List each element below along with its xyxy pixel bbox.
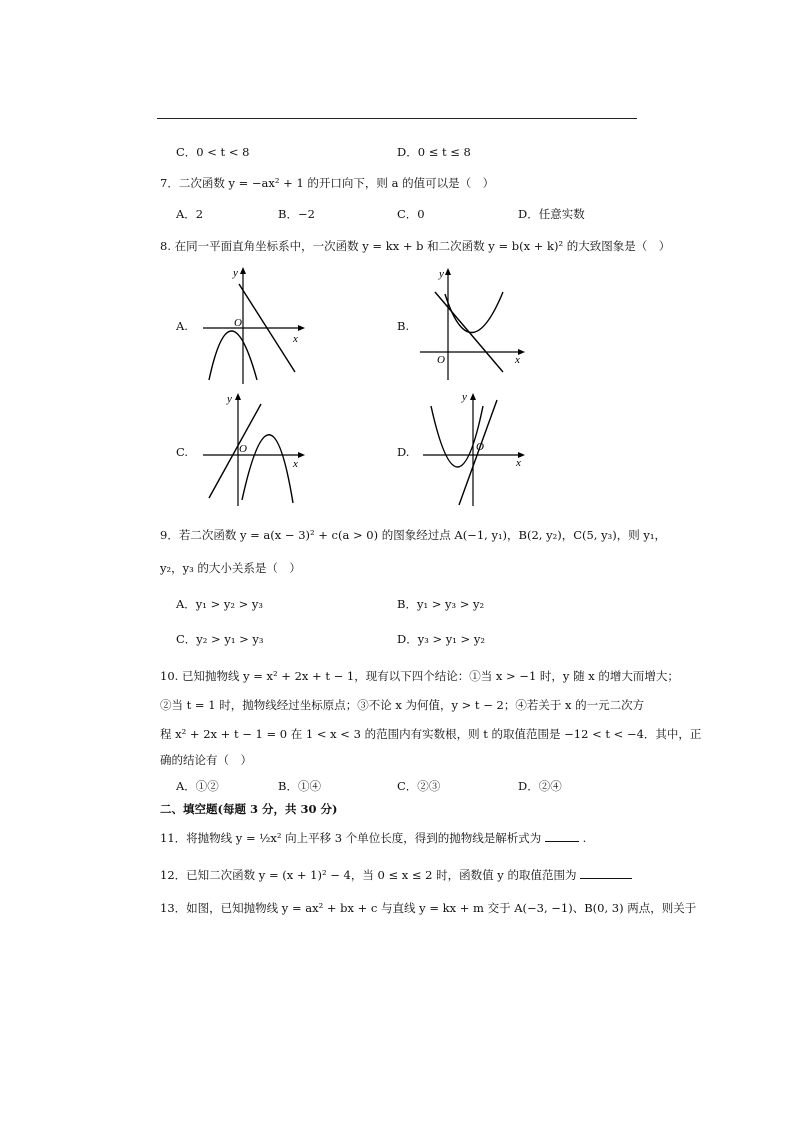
q10-option-b[interactable]: B．①④ — [278, 779, 321, 793]
q10-line3: 程 x² + 2x + t − 1 = 0 在 1 < x < 3 的范围内有实数根，则 t 的取值范围是 −12 < t < −4．其中，正 — [160, 727, 702, 741]
line — [209, 404, 261, 498]
y-label: y — [233, 267, 238, 279]
header-rule — [157, 118, 637, 119]
y-label: y — [462, 391, 467, 403]
x-label: x — [293, 458, 298, 470]
q12-text: 12．已知二次函数 y = (x + 1)² − 4，当 0 ≤ x ≤ 2 时，函数值 y 的取值范围为 — [160, 868, 577, 882]
q11-text: 11．将抛物线 y = ½x² 向上平移 3 个单位长度，得到的抛物线是解析式为 — [160, 831, 542, 845]
q10-line2: ②当 t = 1 时，抛物线经过坐标原点；③不论 x 为何值，y > t − 2；④若关于 x 的一元二次方 — [160, 698, 645, 712]
q8-option-c[interactable]: C. — [176, 445, 189, 459]
y-label: y — [439, 268, 444, 280]
q7-option-b[interactable]: B．−2 — [278, 207, 315, 221]
q6-option-c[interactable]: C．0 < t < 8 — [176, 145, 250, 159]
q8-graph-d — [415, 388, 535, 513]
parabola — [445, 292, 503, 333]
q9-option-c[interactable]: C．y₂ > y₁ > y₃ — [176, 632, 264, 646]
q13-stem: 13．如图，已知抛物线 y = ax² + bx + c 与直线 y = kx + m 交于 A(−3, −1)、B(0, 3) 两点，则关于 — [160, 901, 697, 915]
q9-stem-line1: 9．若二次函数 y = a(x − 3)² + c(a > 0) 的图象经过点 A(−1, y₁)，B(2, y₂)，C(5, y₃)，则 y₁， — [160, 528, 666, 542]
x-label: x — [515, 354, 520, 366]
q10-option-c[interactable]: C．②③ — [397, 779, 441, 793]
q8-graph-b — [415, 262, 535, 387]
q8-stem: 8. 在同一平面直角坐标系中，一次函数 y = kx + b 和二次函数 y = b(x + k)² 的大致图象是（ ） — [160, 239, 671, 253]
q8-option-a[interactable]: A. — [176, 319, 188, 333]
x-axis-arrow-icon — [298, 452, 305, 458]
origin-label: O — [239, 443, 247, 455]
q12-answer-blank[interactable] — [580, 867, 632, 879]
q8-option-d[interactable]: D. — [397, 445, 410, 459]
q7-option-a[interactable]: A．2 — [176, 207, 204, 221]
q10-line4: 确的结论有（ ） — [160, 753, 252, 767]
q7-option-c[interactable]: C．0 — [397, 207, 425, 221]
y-axis-arrow-icon — [240, 267, 246, 274]
q9-option-a[interactable]: A．y₁ > y₂ > y₃ — [176, 597, 264, 611]
parabola — [431, 406, 483, 467]
parabola — [209, 331, 257, 380]
q9-option-b[interactable]: B．y₁ > y₃ > y₂ — [397, 597, 485, 611]
x-label: x — [516, 457, 521, 469]
q10-option-a[interactable]: A．①② — [176, 779, 219, 793]
y-axis-arrow-icon — [445, 268, 451, 275]
q11-answer-blank[interactable] — [545, 830, 579, 842]
origin-label: O — [234, 317, 242, 329]
line — [435, 292, 503, 372]
section-title: 二、填空题(每题 3 分，共 30 分) — [160, 802, 338, 816]
q10-line1: 10. 已知抛物线 y = x² + 2x + t − 1，现有以下四个结论：①当 x > −1 时，y 随 x 的增大而增大； — [160, 669, 679, 683]
q9-stem-line2: y₂，y₃ 的大小关系是（ ） — [160, 561, 301, 575]
y-axis-arrow-icon — [235, 393, 241, 400]
q7-option-d[interactable]: D．任意实数 — [518, 207, 585, 221]
q8-graph-c — [195, 388, 315, 513]
origin-label: O — [476, 441, 484, 453]
q11 — [160, 830, 586, 845]
origin-label: O — [437, 354, 445, 366]
q6-option-d[interactable]: D．0 ≤ t ≤ 8 — [397, 145, 471, 159]
parabola — [242, 435, 293, 503]
q9-option-d[interactable]: D．y₃ > y₁ > y₂ — [397, 632, 485, 646]
y-label: y — [227, 393, 232, 405]
q11-text-end: . — [582, 831, 587, 845]
y-axis-arrow-icon — [470, 393, 476, 400]
q8-graph-a — [195, 262, 315, 387]
x-axis-arrow-icon — [298, 325, 305, 331]
q12 — [160, 867, 632, 882]
q10-option-d[interactable]: D．②④ — [518, 779, 562, 793]
x-label: x — [293, 333, 298, 345]
q7-stem: 7．二次函数 y = −ax² + 1 的开口向下，则 a 的值可以是（ ） — [160, 176, 495, 190]
q8-option-b[interactable]: B. — [397, 319, 410, 333]
